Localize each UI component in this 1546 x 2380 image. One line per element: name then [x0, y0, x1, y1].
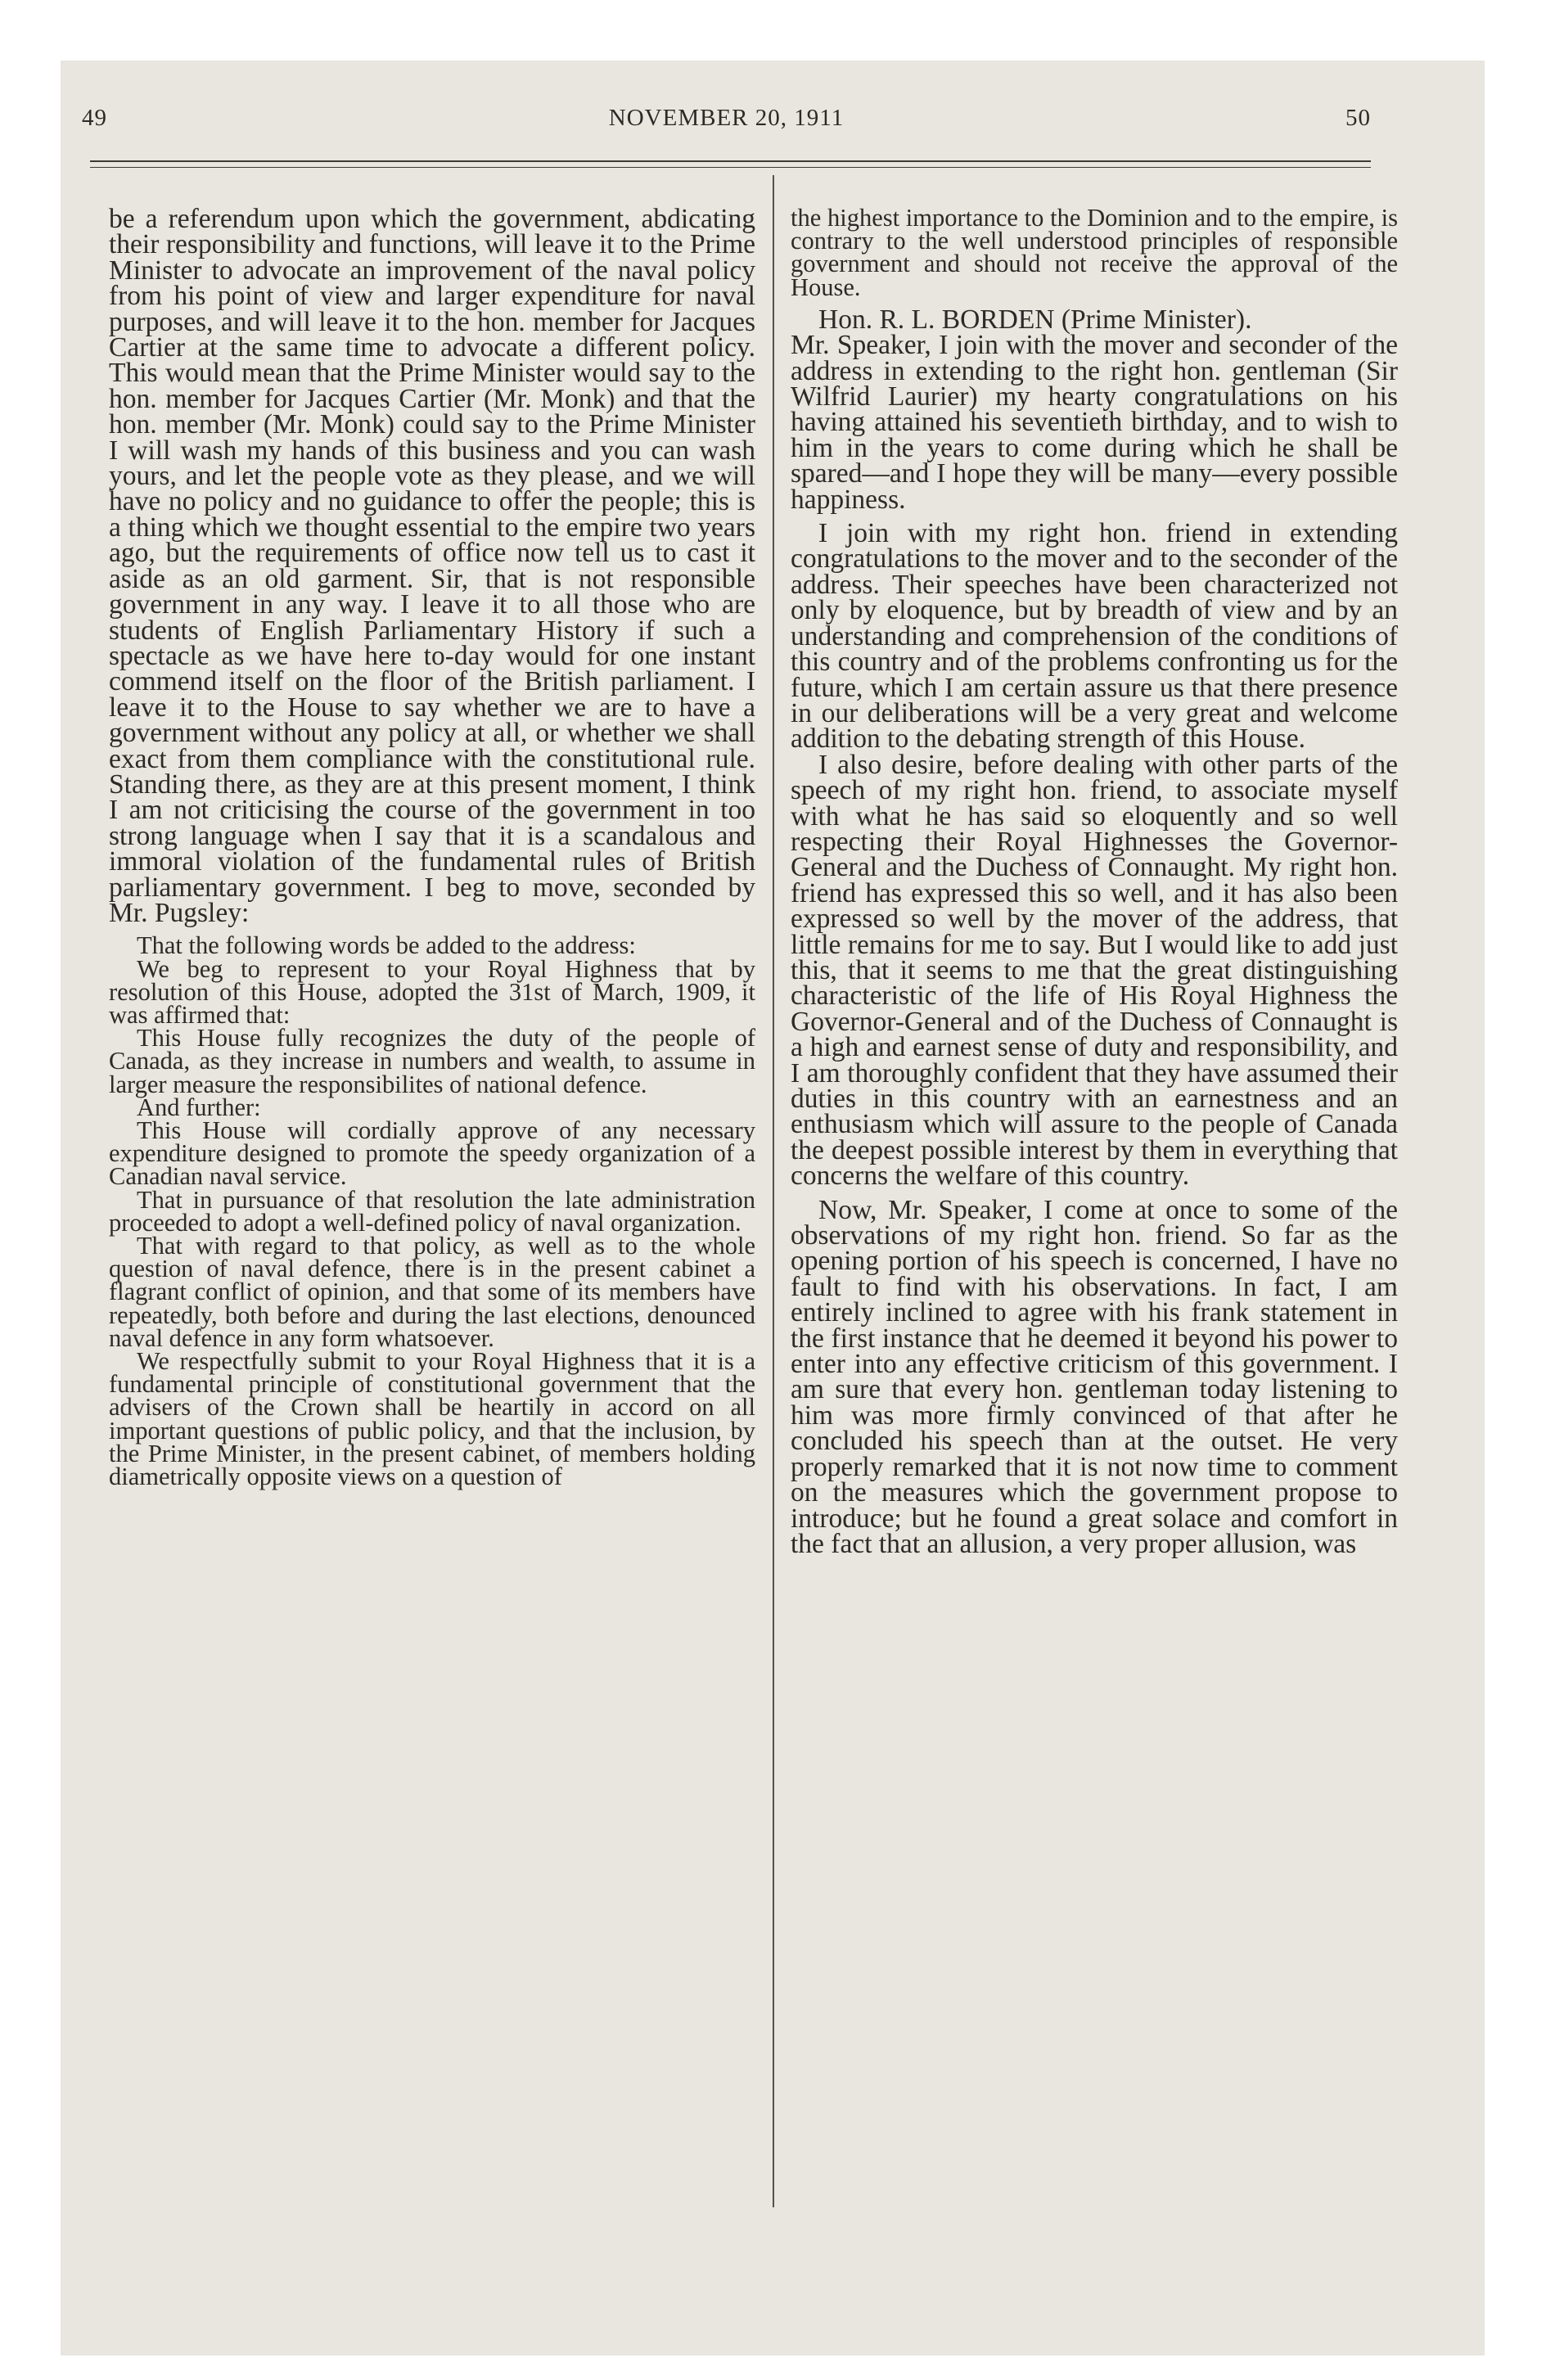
motion-quote-continued: the highest importance to the Dominion and to the empire, is contrary to the well understood principles of responsible government and should not receive the approval of the House. — [791, 206, 1398, 301]
motion-quote: That in pursuance of that resolution the late administration proceeded to adopt a well-defined policy of naval organization. — [109, 1185, 755, 1237]
motion-quote: That with regard to that policy, as well as to the whole question of naval defence, there is in the present cabinet a flagrant conflict of opinion, and that some of its members have repeatedly, both before and during the last elections, denounced naval defence in any form whatsoever. — [109, 1232, 755, 1352]
right-column — [791, 206, 1398, 2203]
column-divider — [773, 175, 774, 2207]
header-rule-thin — [90, 167, 1371, 168]
paragraph: be a referendum upon which the government, abdicating their responsibility and functions, will leave it to the Prime Minister to advocate an improvement of the naval policy from his point of view and larger expenditure for naval purposes, and will leave it to the hon. member for Jacques Cartier at the same time to advocate a different policy. This would mean that the Prime Minister would say to the hon. member for Jacques Cartier (Mr. Monk) and that the hon. member (Mr. Monk) could say to the Prime Minister I will wash my hands of this business and you can wash yours, and let the people vote as they please, and we will have no policy and no guidance to offer the people; this is a thing which we thought essential to the empire two years ago, but the requirements of office now tell us to cast it aside as an old garment. Sir, that is not responsible government in any way. I leave it to all those who are students of English Parliamentary History if such a spectacle as we have here to-day would for one instant commend itself on the floor of the British parliament. I leave it to the House to say whether we are to have a government without any policy at all, or whether we shall exact from them compliance with the constitutional rule. Standing there, as they are at this present moment, I think I am not criticising the course of the government in too strong language when I say that it is a scandalous and immoral violation of the fundamental rules of British parliamentary government. I beg to move, seconded by Mr. Pugsley: — [109, 206, 755, 928]
paragraph: Now, Mr. Speaker, I come at once to some of the observations of my right hon. friend. So far as the opening portion of his speech is concerned, I have no fault to find with his observations. In fact, I am entirely inclined to agree with his frank statement in the first instance that he deemed it beyond his power to enter into any effective criticism of this government. I am sure that every hon. gentleman today listening to him was more firmly convinced of that after he concluded his speech than at the outset. He very properly remarked that it is not now time to comment on the measures which the government propose to introduce; but he found a great solace and comfort in the fact that an allusion, a very proper allusion, was — [791, 1194, 1398, 1559]
motion-quote: That the following words be added to the address: — [137, 931, 636, 960]
motion-quote: This House will cordially approve of any necessary expenditure designed to promote the speedy organization of a Canadian naval service. — [109, 1116, 755, 1191]
paragraph: I also desire, before dealing with other parts of the speech of my right hon. friend, to associate myself with what he has said so eloquently and so well respecting their Royal Highnesses the Governor-General and the Duchess of Connaught. My right hon. friend has expressed this so well, and it has also been expressed so well by the mover of the address, that little remains for me to say. But I would like to add just this, that it seems to me that the great distinguishing characteristic of the life of His Royal Highness the Governor-General and of the Duchess of Connaught is a high and earnest sense of duty and responsibility, and I am thoroughly confident that they have assumed their duties in this country with an earnestness and an enthusiasm which will assure to the people of Canada the deepest possible interest by them in everything that concerns the welfare of this country. — [791, 749, 1398, 1192]
speaker-heading: Hon. R. L. BORDEN (Prime Minister). — [818, 304, 1252, 335]
left-column — [109, 206, 755, 2203]
motion-quote: We beg to represent to your Royal Highness that by resolution of this House, adopted the 31st of March, 1909, it was affirmed that: — [109, 954, 755, 1029]
page-header — [82, 105, 1371, 137]
motion-quote: And further: — [137, 1093, 261, 1121]
right-page-number: 50 — [1345, 105, 1371, 131]
paragraph: I join with my right hon. friend in extending congratulations to the mover and to the seconder of the address. Their speeches have been characterized not only by eloquence, but by breadth of view and by an understanding and comprehension of the conditions of this country and of the problems confronting us for the future, which I am certain assure us that there presence in our deliberations will be a very great and welcome addition to the debating strength of this House. — [791, 518, 1398, 755]
running-head-date: NOVEMBER 20, 1911 — [608, 105, 845, 131]
motion-quote: We respectfully submit to your Royal Highness that it is a fundamental principle of constitutional government that the advisers of the Crown shall be heartily in accord on all important questions of public policy, and that the inclusion, by the Prime Minister, in the present cabinet, of members holding diametrically opposite views on a question of — [109, 1347, 755, 1491]
paragraph: Mr. Speaker, I join with the mover and seconder of the address in extending to the right hon. gentleman (Sir Wilfrid Laurier) my hearty congratulations on his having attained his seventieth birthday, and to wish to him in the years to come during which he shall be spared—and I hope they will be many—every possible happiness. — [791, 330, 1398, 515]
left-page-number: 49 — [82, 105, 107, 131]
header-rule — [90, 160, 1371, 162]
motion-quote: This House fully recognizes the duty of the people of Canada, as they increase in numbers and wealth, to assume in larger measure the responsibilites of national defence. — [109, 1024, 755, 1098]
